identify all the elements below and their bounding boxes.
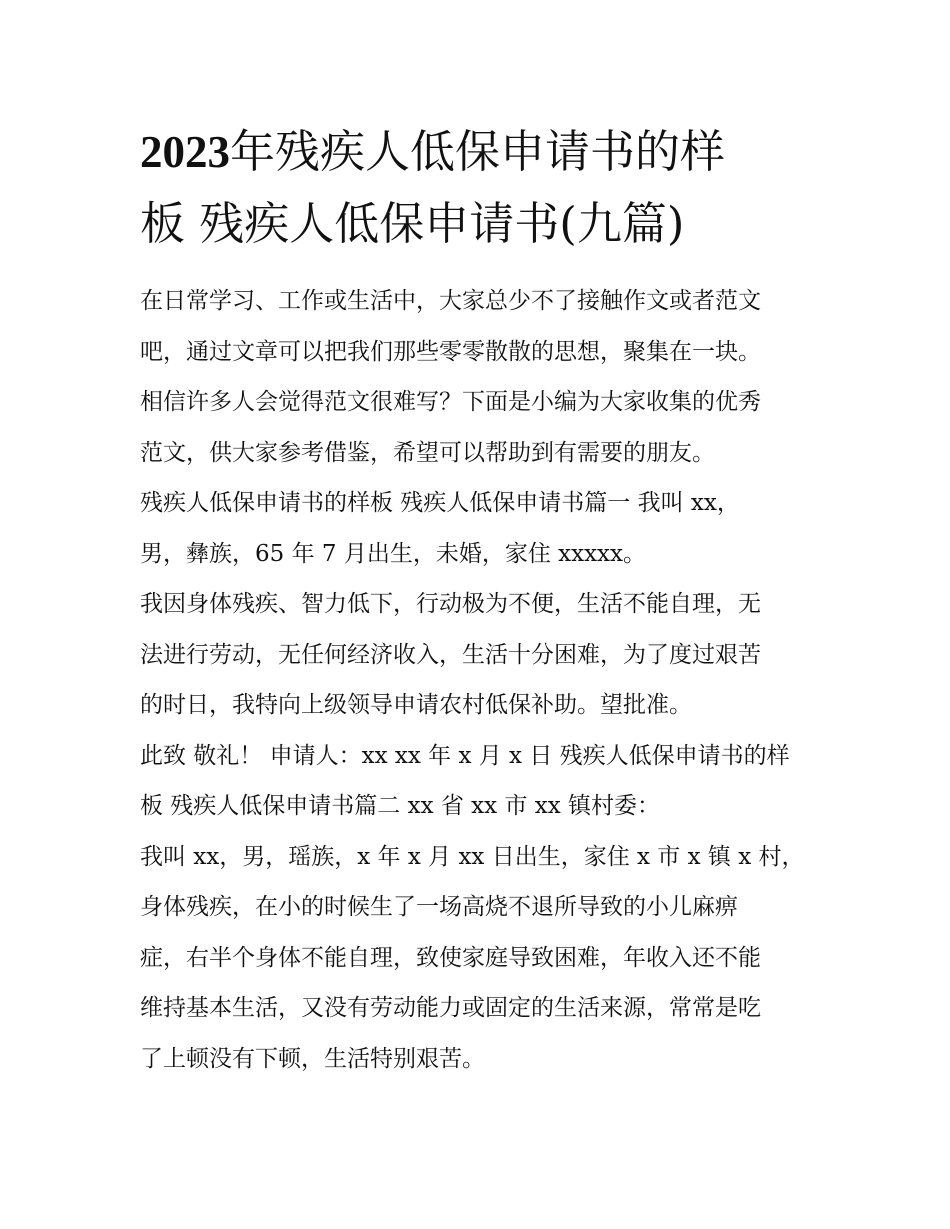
- body-line: 残疾人低保申请书的样板 残疾人低保申请书篇一 我叫 xx，: [140, 490, 740, 516]
- body-line: 了上顿没有下顿，生活特别艰苦。: [140, 1045, 485, 1072]
- body-line: 此致 敬礼！ 申请人：xx xx 年 x 月 x 日 残疾人低保申请书的样: [140, 742, 790, 769]
- body-line: 我因身体残疾、智力低下，行动极为不便，生活不能自理，无: [140, 591, 761, 617]
- body-line: 板 残疾人低保申请书篇二 xx 省 xx 市 xx 镇村委：: [140, 793, 661, 819]
- document-title: [140, 116, 820, 260]
- body-line: 在日常学习、工作或生活中，大家总少不了接触作文或者范文: [140, 288, 761, 314]
- body-line: 的时日，我特向上级领导申请农村低保补助。望批准。: [140, 692, 692, 718]
- body-line: 相信许多人会觉得范文很难写？下面是小编为大家收集的优秀: [140, 389, 761, 415]
- body-line: 范文，供大家参考借鉴，希望可以帮助到有需要的朋友。: [140, 439, 715, 466]
- title-line2-text: 板 残疾人低保申请书(九篇): [140, 197, 685, 250]
- title-year: 2023: [140, 127, 230, 177]
- title-line1-text: 年残疾人低保申请书的样: [230, 125, 726, 178]
- body-line: 我叫 xx，男，瑶族，x 年 x 月 xx 日出生，家住 x 市 x 镇 x 村，: [140, 843, 805, 870]
- body-line: 男，彝族，65 年 7 月出生，未婚，家住 xxxxx。: [140, 540, 646, 567]
- body-line: 法进行劳动，无任何经济收入，生活十分困难，为了度过艰苦: [140, 641, 761, 668]
- document-body: [140, 276, 820, 1084]
- body-line: 身体残疾，在小的时候生了一场高烧不退所导致的小儿麻痹: [140, 894, 738, 920]
- body-line: 维持基本生活，又没有劳动能力或固定的生活来源，常常是吃: [140, 995, 761, 1021]
- body-line: 吧，通过文章可以把我们那些零零散散的思想，聚集在一块。: [140, 338, 761, 365]
- body-line: 症，右半个身体不能自理，致使家庭导致困难，年收入还不能: [140, 944, 761, 971]
